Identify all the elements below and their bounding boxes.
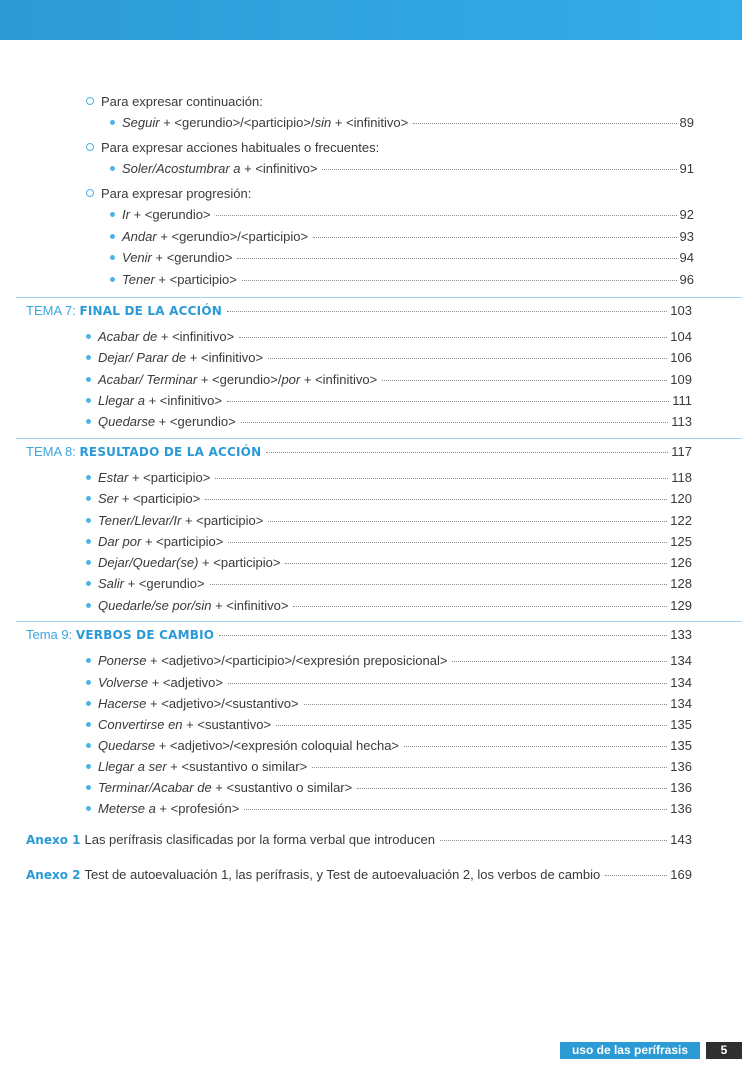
section-divider	[16, 621, 742, 622]
dot-leader	[452, 661, 667, 662]
toc-entry-ponerse[interactable]: Ponerse + <adjetivo>/<participio>/<expresión preposicional> 134	[86, 652, 692, 670]
page-number: 111	[672, 393, 692, 408]
dot-leader	[268, 521, 667, 522]
toc-entry-venir[interactable]: Venir + <gerundio> 94	[110, 249, 694, 267]
dot-leader	[228, 683, 667, 684]
toc-entry-soler[interactable]: Soler/Acostumbrar a + <infinitivo> 91	[110, 160, 694, 178]
page-number: 122	[670, 513, 692, 528]
bullet-icon	[86, 581, 91, 586]
toc-anexo-1[interactable]: Anexo 1 Las perífrasis clasificadas por la forma verbal que introducen 143	[26, 832, 692, 847]
toc-entry-llegar-a[interactable]: Llegar a + <infinitivo> 111	[86, 392, 692, 410]
dot-leader	[413, 123, 676, 124]
dot-leader	[404, 746, 667, 747]
toc-tema-7[interactable]: TEMA 7: FINAL DE LA ACCIÓN 103	[26, 303, 692, 318]
dot-leader	[210, 584, 668, 585]
toc-entry-quedarse-adjetivo[interactable]: Quedarse + <adjetivo>/<expresión coloquial hecha> 135	[86, 737, 692, 755]
page-number: 96	[679, 272, 694, 287]
bullet-icon	[110, 120, 115, 125]
dot-leader	[227, 311, 667, 312]
bullet-icon	[86, 355, 91, 360]
page-number: 134	[670, 653, 692, 668]
dot-leader	[276, 725, 667, 726]
toc-entry-meterse[interactable]: Meterse a + <profesión> 136	[86, 800, 692, 818]
dot-leader	[228, 542, 667, 543]
dot-leader	[215, 478, 668, 479]
toc-tema-9[interactable]: Tema 9: VERBOS DE CAMBIO 133	[26, 627, 692, 642]
section-heading-continuacion: Para expresar continuación:	[86, 93, 263, 111]
dot-leader	[237, 258, 676, 259]
dot-leader	[242, 280, 677, 281]
bullet-icon	[86, 518, 91, 523]
dot-leader	[285, 563, 667, 564]
section-heading-progresion: Para expresar progresión:	[86, 185, 251, 203]
page-number: 135	[670, 738, 692, 753]
page-number: 104	[670, 329, 692, 344]
dot-leader	[293, 606, 667, 607]
toc-entry-quedarse-gerundio[interactable]: Quedarse + <gerundio> 113	[86, 413, 692, 431]
tema-title: VERBOS DE CAMBIO	[75, 628, 215, 642]
anexo-label: Anexo 2	[26, 868, 81, 882]
toc-entry-dejar-parar[interactable]: Dejar/ Parar de + <infinitivo> 106	[86, 349, 692, 367]
dot-leader	[382, 380, 667, 381]
page-number: 89	[679, 115, 694, 130]
page-number: 92	[679, 207, 694, 222]
toc-entry-seguir[interactable]: Seguir + <gerundio>/<participio>/sin + <infinitivo> 89	[110, 114, 694, 132]
bullet-icon	[110, 255, 115, 260]
bullet-icon	[86, 722, 91, 727]
ring-bullet-icon	[86, 97, 94, 105]
dot-leader	[304, 704, 668, 705]
page-number: 118	[671, 470, 692, 485]
page-number: 136	[670, 759, 692, 774]
bullet-icon	[86, 603, 91, 608]
toc-entry-ir[interactable]: Ir + <gerundio> 92	[110, 206, 694, 224]
tema-title: RESULTADO DE LA ACCIÓN	[79, 445, 262, 459]
page-number: 125	[670, 534, 692, 549]
ring-bullet-icon	[86, 189, 94, 197]
page-number: 134	[670, 675, 692, 690]
bullet-icon	[86, 398, 91, 403]
top-banner	[0, 0, 742, 40]
bullet-icon	[86, 475, 91, 480]
toc-entry-hacerse[interactable]: Hacerse + <adjetivo>/<sustantivo> 134	[86, 695, 692, 713]
footer-book-title: uso de las perífrasis	[560, 1042, 700, 1059]
toc-entry-acabar-de[interactable]: Acabar de + <infinitivo> 104	[86, 328, 692, 346]
page-number: 129	[670, 598, 692, 613]
page-number: 93	[679, 229, 694, 244]
page-number: 133	[670, 627, 692, 642]
page-number: 109	[670, 372, 692, 387]
page-number: 136	[670, 780, 692, 795]
bullet-icon	[86, 701, 91, 706]
toc-entry-dar-por[interactable]: Dar por + <participio> 125	[86, 533, 692, 551]
page-number: 117	[671, 444, 692, 459]
bullet-icon	[86, 539, 91, 544]
dot-leader	[241, 422, 669, 423]
toc-entry-terminar-acabar[interactable]: Terminar/Acabar de + <sustantivo o similar> 136	[86, 779, 692, 797]
bullet-icon	[110, 166, 115, 171]
dot-leader	[205, 499, 667, 500]
dot-leader	[357, 788, 667, 789]
toc-tema-8[interactable]: TEMA 8: RESULTADO DE LA ACCIÓN 117	[26, 444, 692, 459]
dot-leader	[605, 875, 667, 876]
bullet-icon	[86, 806, 91, 811]
ring-bullet-icon	[86, 143, 94, 151]
page-number: 94	[679, 250, 694, 265]
bullet-icon	[110, 277, 115, 282]
bullet-icon	[86, 680, 91, 685]
dot-leader	[268, 358, 667, 359]
toc-entry-convertirse[interactable]: Convertirse en + <sustantivo> 135	[86, 716, 692, 734]
section-divider	[16, 297, 742, 298]
page-number: 120	[670, 491, 692, 506]
bullet-icon	[86, 658, 91, 663]
section-divider	[16, 438, 742, 439]
dot-leader	[216, 215, 677, 216]
page-number: 106	[670, 350, 692, 365]
bullet-icon	[86, 743, 91, 748]
toc-entry-llegar-a-ser[interactable]: Llegar a ser + <sustantivo o similar> 136	[86, 758, 692, 776]
section-heading-habituales: Para expresar acciones habituales o frecuentes:	[86, 139, 379, 157]
tema-title: FINAL DE LA ACCIÓN	[79, 304, 222, 318]
toc-entry-acabar-terminar[interactable]: Acabar/ Terminar + <gerundio>/por + <infinitivo> 109	[86, 371, 692, 389]
toc-entry-ser[interactable]: Ser + <participio> 120	[86, 490, 692, 508]
bullet-icon	[86, 496, 91, 501]
bullet-icon	[86, 764, 91, 769]
toc-entry-dejar-quedar[interactable]: Dejar/Quedar(se) + <participio> 126	[86, 554, 692, 572]
page-number: 103	[670, 303, 692, 318]
bullet-icon	[86, 377, 91, 382]
page-number: 91	[679, 161, 694, 176]
anexo-label: Anexo 1	[26, 833, 81, 847]
bullet-icon	[86, 334, 91, 339]
bullet-icon	[110, 212, 115, 217]
page-number: 113	[671, 414, 692, 429]
bullet-icon	[110, 234, 115, 239]
page-number: 126	[670, 555, 692, 570]
toc-entry-estar[interactable]: Estar + <participio> 118	[86, 469, 692, 487]
page-number: 134	[670, 696, 692, 711]
toc-entry-tener-llevar-ir[interactable]: Tener/Llevar/Ir + <participio> 122	[86, 512, 692, 530]
bullet-icon	[86, 419, 91, 424]
bullet-icon	[86, 560, 91, 565]
dot-leader	[322, 169, 676, 170]
page-number: 143	[670, 832, 692, 847]
dot-leader	[244, 809, 667, 810]
dot-leader	[219, 635, 667, 636]
bullet-icon	[86, 785, 91, 790]
toc-entry-salir[interactable]: Salir + <gerundio> 128	[86, 575, 692, 593]
dot-leader	[239, 337, 667, 338]
toc-entry-quedarle[interactable]: Quedarle/se por/sin + <infinitivo> 129	[86, 597, 692, 615]
dot-leader	[440, 840, 667, 841]
dot-leader	[312, 767, 667, 768]
page-number: 128	[670, 576, 692, 591]
dot-leader	[313, 237, 676, 238]
page-number: 169	[670, 867, 692, 882]
footer-page-number: 5	[706, 1042, 742, 1059]
page-number: 135	[670, 717, 692, 732]
page-number: 136	[670, 801, 692, 816]
toc-anexo-2[interactable]: Anexo 2 Test de autoevaluación 1, las perífrasis, y Test de autoevaluación 2, los verbos de cambio 169	[26, 867, 692, 882]
toc-entry-volverse[interactable]: Volverse + <adjetivo> 134	[86, 674, 692, 692]
toc-entry-tener[interactable]: Tener + <participio> 96	[110, 271, 694, 289]
dot-leader	[266, 452, 668, 453]
toc-entry-andar[interactable]: Andar + <gerundio>/<participio> 93	[110, 228, 694, 246]
dot-leader	[227, 401, 669, 402]
